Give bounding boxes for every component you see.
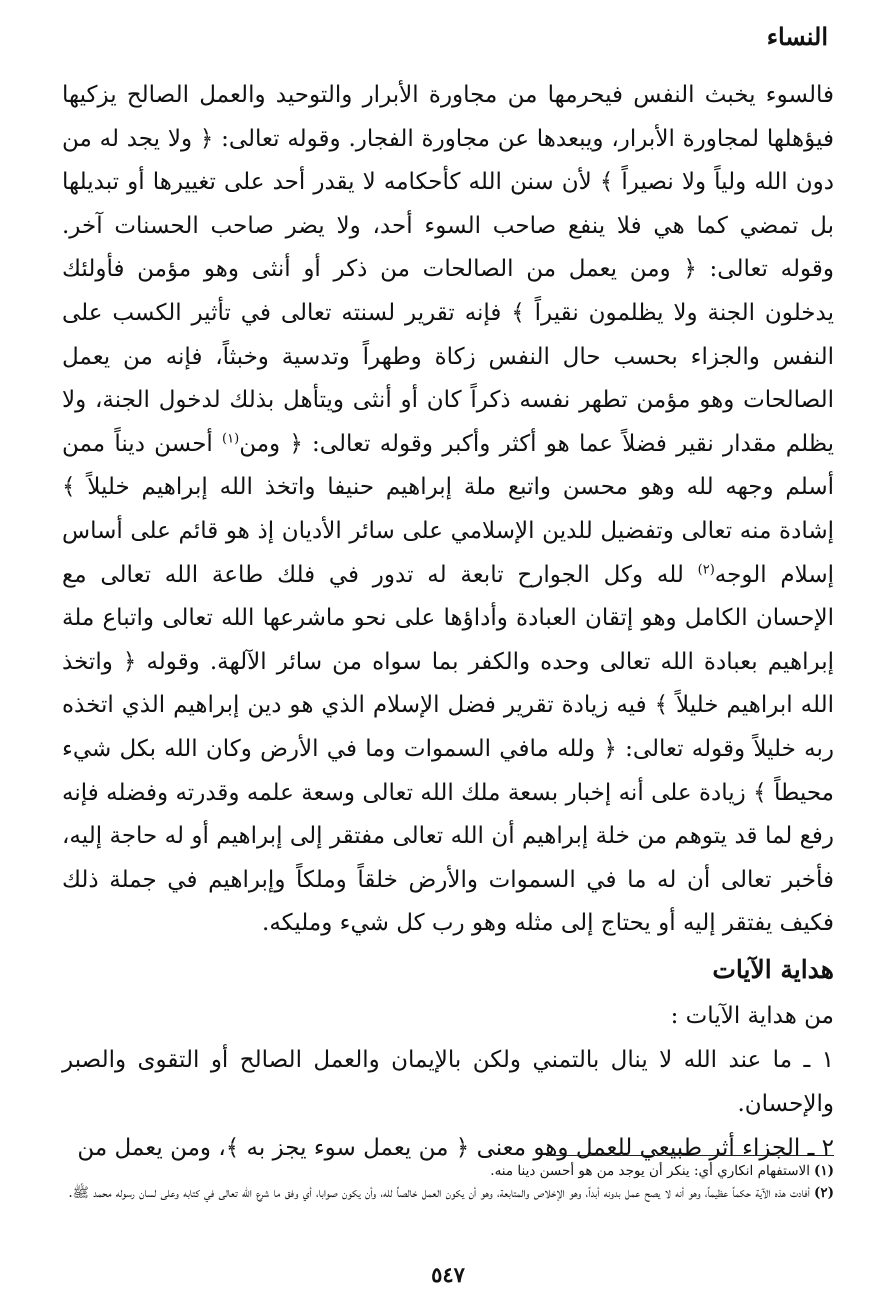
list-item-1: ١ ـ ما عند الله لا ينال بالتمني ولكن بالإيمان والعمل الصالح أو التقوى والصبر والإحسان. xyxy=(62,1046,834,1117)
footnote-text: الاستفهام انكاري أي: ينكر أن يوجد من هو أحسن دينا منه. xyxy=(490,1163,810,1179)
page-number: ٥٤٧ xyxy=(431,1262,465,1287)
commentary-paragraph xyxy=(62,74,834,946)
main-text xyxy=(62,74,834,1170)
footnote-ref-1: (١) xyxy=(222,431,240,447)
running-head: النساء xyxy=(766,22,828,51)
section-lead: من هداية الآيات : xyxy=(670,1002,834,1029)
footnotes xyxy=(62,1160,834,1204)
paragraph-part-2: أحسن ديناً ممن أسلم وجهه لله وهو محسن واتبع ملة إبراهيم حنيفا واتخذ الله إبراهيم خليلاً ﴾ إشادة منه تعالى وتفضيل للدين الإسلامي على سائر الأديان إذ هو قائم على أساس إسلام الوجه xyxy=(62,430,834,588)
footnote-1 xyxy=(62,1160,834,1182)
section-heading: هداية الآيات xyxy=(712,954,834,984)
paragraph-part-1: فالسوء يخبث النفس فيحرمها من مجاورة الأبرار والتوحيد والعمل الصالح يزكيها فيؤهلها لمجاورة الأبرار، ويبعدها عن مجاورة الفجار. وقوله تعالى: ﴿ ولا يجد له من دون الله ولياً ولا نصيراً ﴾ لأن سنن الله كأحكامه لا يقدر أحد على تغييرها أو تبديلها بل تمضي كما هي فلا ينفع صاحب السوء أحد، ولا يضر صاحب الحسنات آخر. وقوله تعالى: ﴿ ومن يعمل من الصالحات من ذكر أو أنثى وهو مؤمن فأولئك يدخلون الجنة ولا يظلمون نقيراً ﴾ فإنه تقرير لسنته تعالى في تأثير الكسب على النفس والجزاء بحسب حال النفس زكاة وطهراً وتدسية وخبثاً، فإنه من يعمل الصالحات وهو مؤمن تطهر نفسه ذكراً كان أو أنثى ويتأهل بذلك لدخول الجنة، ولا يظلم مقدار نقير فضلاً عما هو أكثر وأكبر وقوله تعالى: ﴿ ومن xyxy=(62,82,834,457)
footnote-2 xyxy=(62,1182,834,1204)
paragraph-part-3: لله وكل الجوارح تابعة له تدور في فلك طاعة الله تعالى مع الإحسان الكامل وهو إتقان العبادة وأداؤها على نحو ماشرعها الله تعالى واتباع ملة إبراهيم بعبادة الله تعالى وحده والكفر بما سواه من سائر الآلهة. وقوله ﴿ واتخذ الله ابراهيم خليلاً ﴾ فيه زيادة تقرير فضل الإسلام الذي هو دين إبراهيم الذي اتخذه ربه خليلاً وقوله تعالى: ﴿ ولله مافي السموات وما في الأرض وكان الله بكل شيء محيطاً ﴾ زيادة على أنه إخبار بسعة ملك الله تعالى وسعة علمه وقدرته وفضله فإنه رفع لما قد يتوهم من خلة إبراهيم أن الله تعالى مفتقر إلى إبراهيم أو له حاجة إليه، فأخبر تعالى أن له ما في السموات والأرض خلقاً وملكاً وإبراهيم في جملة ذلك فكيف يفتقر إليه أو يحتاج إلى مثله وهو رب كل شيء ومليكه. xyxy=(62,561,834,937)
footnote-number: (٢) xyxy=(813,1185,834,1201)
list-item-2: ٢ ـ الجزاء أثر طبيعي للعمل وهو معنى ﴿ من يعمل سوء يجز به ﴾، ومن يعمل من xyxy=(77,1134,834,1161)
footnote-divider xyxy=(546,1155,834,1156)
footnote-text: أفادت هذه الآية حكماً عظيماً، وهو أنه لا يصح عمل بدونه أبداً، وهو الإخلاص والمتابعة، وهو أن يكون العمل خالصاً لله، وأن يكون صوابا، أي وفق ما شرع الله تعالى في كتابه وعلى لسان رسوله محمد ﷺ. xyxy=(68,1185,810,1201)
footnote-number: (١) xyxy=(813,1163,834,1179)
footnote-ref-2: (٢) xyxy=(697,561,715,577)
